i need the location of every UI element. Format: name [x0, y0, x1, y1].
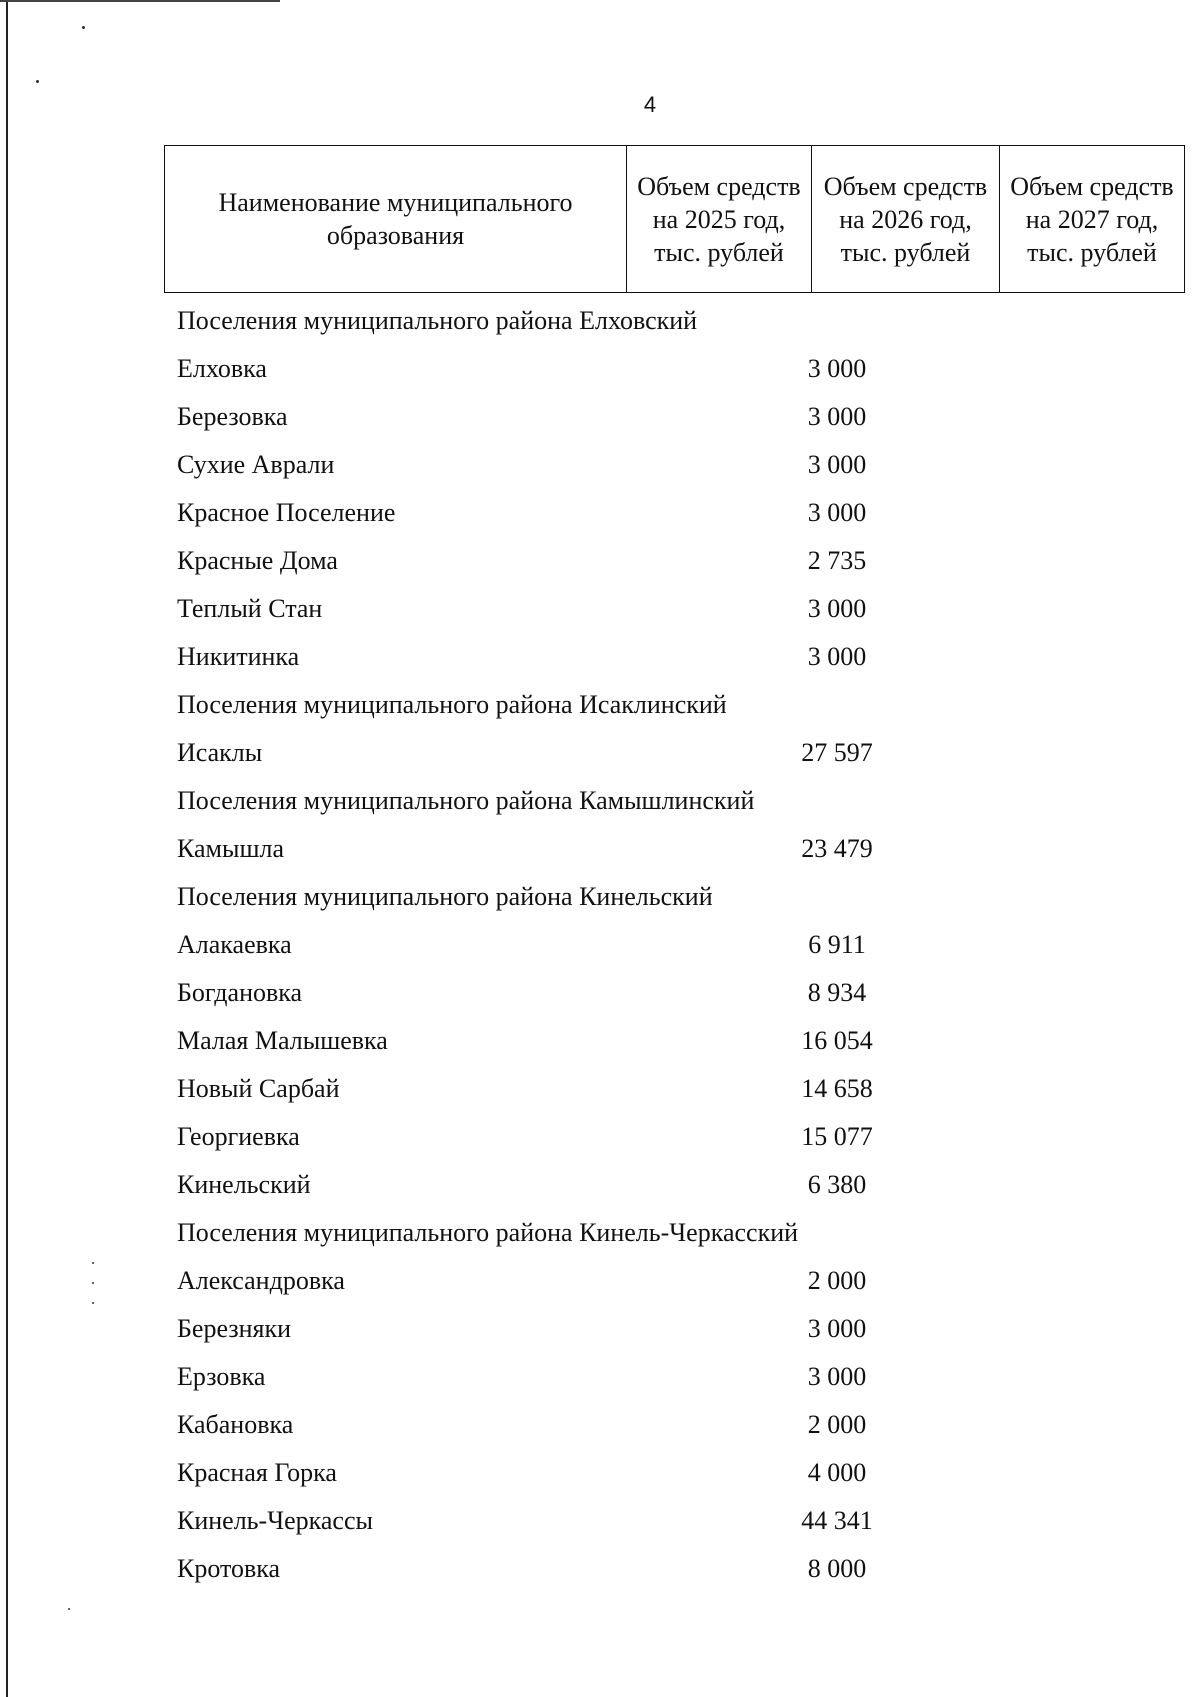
scan-edge-left: [6, 0, 8, 1697]
municipality-name: Кинельский: [177, 1170, 311, 1199]
municipality-name: Поселения муниципального района Кинельский: [177, 882, 713, 911]
scan-speck: [92, 1302, 94, 1304]
table-row: [177, 1169, 1077, 1217]
municipality-name: Александровка: [177, 1266, 345, 1295]
amount-2025: 4 000: [807, 1458, 867, 1487]
table-row: [177, 1361, 1077, 1409]
municipality-name: Исаклы: [177, 738, 263, 767]
amount-2025: 3 000: [807, 354, 867, 383]
column-header-2025: Объем средств на 2025 год, тыс. рублей: [627, 146, 812, 293]
column-header-2026: Объем средств на 2026 год, тыс. рублей: [812, 146, 1000, 293]
amount-2025: 23 479: [801, 834, 873, 863]
municipality-name: Красные Дома: [177, 546, 338, 575]
table-row: [177, 1265, 1077, 1313]
municipality-name: Богдановка: [177, 978, 303, 1007]
table-row: [177, 449, 1077, 497]
amount-2025: 2 000: [807, 1410, 867, 1439]
amount-2025: 6 911: [808, 930, 866, 959]
table-row: [177, 401, 1077, 449]
table-row: [177, 497, 1077, 545]
scan-edge-top: [0, 0, 280, 2]
municipality-name: Алакаевка: [177, 930, 292, 959]
amount-2025: 15 077: [801, 1122, 873, 1151]
table-row: [177, 1073, 1077, 1121]
municipality-name: Кабановка: [177, 1410, 294, 1439]
table-header: [164, 145, 1185, 293]
amount-2025: 3 000: [807, 1314, 867, 1343]
table-row: [177, 641, 1077, 689]
amount-2025: 8 000: [807, 1554, 867, 1583]
table-row: [177, 737, 1077, 785]
amount-2025: 14 658: [801, 1074, 873, 1103]
table-row: [177, 881, 1077, 929]
table-row: [177, 353, 1077, 401]
municipality-name: Поселения муниципального района Камышлинский: [177, 786, 755, 815]
municipality-name: Теплый Стан: [177, 594, 323, 623]
amount-2025: 8 934: [807, 978, 867, 1007]
table-row: [177, 1457, 1077, 1505]
amount-2025: 3 000: [807, 498, 867, 527]
amount-2025: 27 597: [801, 738, 873, 767]
municipality-name: Березняки: [177, 1314, 292, 1343]
amount-2025: 3 000: [807, 402, 867, 431]
column-header-municipality: Наименование муниципального образования: [165, 146, 627, 293]
municipality-name: Георгиевка: [177, 1122, 300, 1151]
table-row: [177, 593, 1077, 641]
municipality-name: Поселения муниципального района Елховский: [177, 306, 698, 335]
amount-2025: 2 000: [807, 1266, 867, 1295]
table-row: [177, 1409, 1077, 1457]
table-body: [177, 305, 1077, 1601]
table-row: [177, 1217, 1077, 1265]
table-row: [177, 1553, 1077, 1601]
municipality-name: Березовка: [177, 402, 288, 431]
table-row: [177, 1121, 1077, 1169]
table-row: [177, 689, 1077, 737]
municipality-name: Красное Поселение: [177, 498, 396, 527]
table-row: [177, 1025, 1077, 1073]
amount-2025: 3 000: [807, 1362, 867, 1391]
page-number: 4: [643, 92, 657, 117]
amount-2025: 3 000: [807, 594, 867, 623]
municipality-name: Кинель-Черкассы: [177, 1506, 373, 1535]
municipality-name: Новый Сарбай: [177, 1074, 340, 1103]
municipality-name: Никитинка: [177, 642, 300, 671]
table-row: [177, 785, 1077, 833]
scan-speck: [36, 80, 39, 83]
table-row: [177, 1313, 1077, 1361]
scan-speck: [92, 1282, 94, 1284]
scan-speck: [68, 1608, 70, 1610]
municipality-name: Поселения муниципального района Исаклинский: [177, 690, 727, 719]
table-row: [177, 1505, 1077, 1553]
column-header-2027: Объем средств на 2027 год, тыс. рублей: [1000, 146, 1185, 293]
municipality-name: Камышла: [177, 834, 284, 863]
scan-speck: [82, 26, 85, 29]
municipality-name: Красная Горка: [177, 1458, 337, 1487]
table-row: [177, 929, 1077, 977]
table-row: [177, 833, 1077, 881]
municipality-name: Сухие Аврали: [177, 450, 335, 479]
municipality-name: Ерзовка: [177, 1362, 266, 1391]
table-row: [177, 545, 1077, 593]
table-row: [177, 305, 1077, 353]
scan-speck: [92, 1262, 94, 1264]
municipality-name: Кротовка: [177, 1554, 281, 1583]
table-row: [177, 977, 1077, 1025]
amount-2025: 3 000: [807, 642, 867, 671]
amount-2025: 3 000: [807, 450, 867, 479]
municipality-name: Поселения муниципального района Кинель-Черкасский: [177, 1218, 799, 1247]
amount-2025: 2 735: [807, 546, 867, 575]
amount-2025: 6 380: [807, 1170, 867, 1199]
amount-2025: 16 054: [801, 1026, 873, 1055]
amount-2025: 44 341: [801, 1506, 873, 1535]
municipality-name: Малая Малышевка: [177, 1026, 388, 1055]
municipality-name: Елховка: [177, 354, 267, 383]
